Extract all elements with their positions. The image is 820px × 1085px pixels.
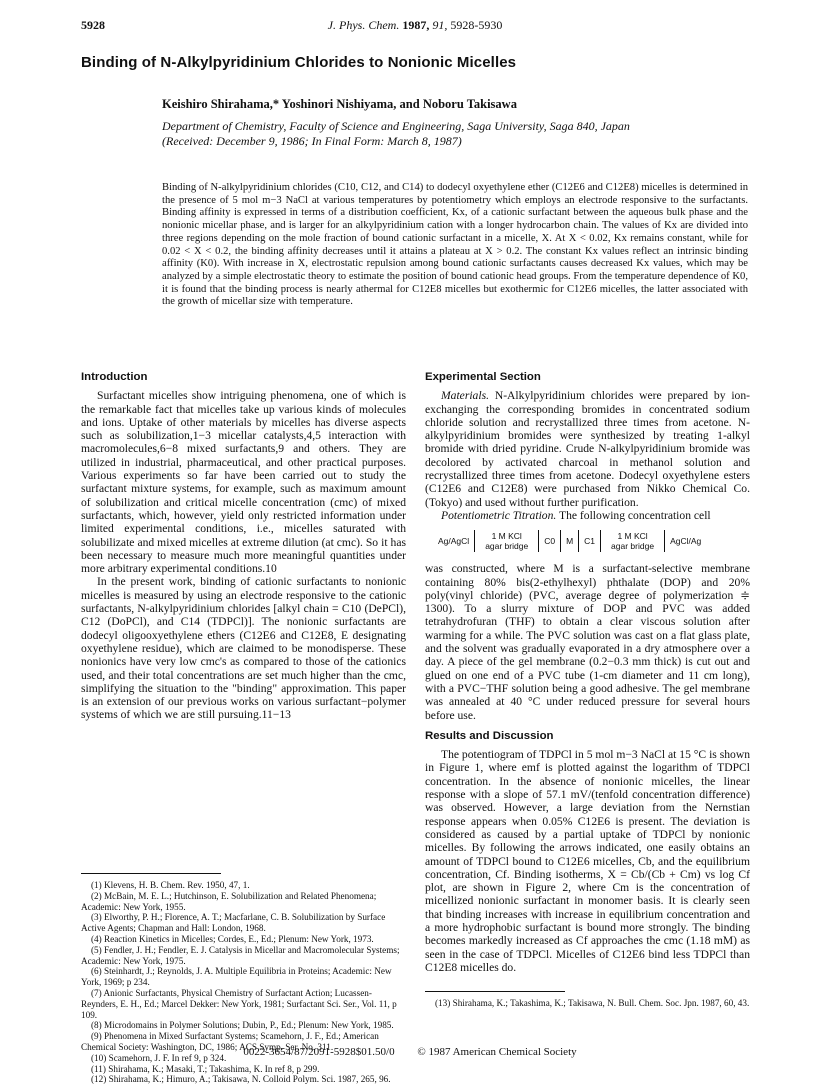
copyright: © 1987 American Chemical Society	[417, 1046, 577, 1058]
abstract: Binding of N-alkylpyridinium chlorides (C10, C12, and C14) to dodecyl oxyethylene ether (C12E6 and C12E8) micelles is determined in the presence of 5 mol m−3 NaCl at various temperatures by potentiometry which employs an electrode responsive to the surfactants. Binding affinity is expressed in terms of a distribution coefficient, Kx, of a cationic surfactant between the aqueous bulk phase and the nonionic micellar phase, and is larger for an alkylpyridinium cation with a longer hydrocarbon chain. The values of Kx are divided into three regions depending on the mole fraction of bound cationic surfactant in a micelle, X. At X < 0.02, Kx remains constant, while for 0.02 < X < 0.2, the binding affinity decreases until it attains a plateau at X > 0.2. The constant Kx values reflect an intrinsic binding affinity (K0). With increase in X, electrostatic repulsion among bound cationic surfactants causes decreased Kx values, which may be analyzed by a simple electrostatic theory to estimate the position of bound cationic head groups. From the temperature dependence of K0, it is found that the binding process is nearly athermal for C12E8 micelles but exothermic for C12E6 micelles, the latter associated with the growth of micellar size with temperature.	[162, 182, 748, 308]
cell-kcl-a: 1 M KCl	[491, 531, 522, 542]
intro-heading: Introduction	[81, 371, 148, 383]
footnote-list	[425, 998, 750, 1009]
footnote: (3) Elworthy, P. H.; Florence, A. T.; Macfarlane, C. B. Solubilization by Surface Active Agents; Chapman and Hall: London, 1968.	[81, 912, 386, 934]
materials-text: N-Alkylpyridinium chlorides were prepared by ion-exchanging the corresponding bromides in concentrated sodium chloride solution and recrystallized three times from acetone. N-alkylpyridinium bromides were synthesized by treating 1-alkyl bromide with dried pyridine. Crude N-alkylpyridinium bromide was decolored by activated charcoal in methanol solution and recrystallized three times from acetone. Dodecyl oxyethylene esters (C12E6 and C12E8) were purchased from Nikko Chemical Co. (Tokyo) and used without further purification.	[425, 389, 750, 509]
footnote: (5) Fendler, J. H.; Fendler, E. J. Catalysis in Micellar and Macromolecular Systems; Academic: New York, 1975.	[81, 944, 400, 966]
footnote: (4) Reaction Kinetics in Micelles; Cordes, E., Ed.; Plenum: New York, 1973.	[91, 933, 374, 944]
author-list: Keishiro Shirahama,* Yoshinori Nishiyama, and Noboru Takisawa	[162, 97, 517, 111]
page-header	[81, 18, 749, 36]
footnote: (12) Shirahama, K.; Himuro, A.; Takisawa, N. Colloid Polym. Sci. 1987, 265, 96.	[91, 1074, 391, 1085]
article-code: 0022-3654/87/2091-5928$01.50/0	[243, 1046, 395, 1058]
materials-paragraph	[425, 389, 750, 509]
cell-agar-b: agar bridge	[611, 541, 655, 552]
cell-bridge-b	[601, 531, 664, 551]
journal-citation	[81, 18, 749, 33]
footnote: (7) Anionic Surfactants, Physical Chemistry of Surfactant Action; Lucassen-Reynders, E. H., Ed.; Marcel Dekker: New York, 1981; Surfactant Sci. Ser., Vol. 11, p 109.	[81, 987, 397, 1020]
page-number: 5928	[81, 18, 105, 32]
titration-label: Potentiometric Titration.	[441, 508, 557, 522]
journal-year: 1987,	[402, 18, 430, 32]
cell-left-electrode: Ag/AgCl	[438, 535, 470, 546]
footnote: (13) Shirahama, K.; Takashima, K.; Takisawa, N. Bull. Chem. Soc. Jpn. 1987, 60, 43.	[435, 998, 750, 1008]
journal-pages: 5928-5930	[450, 18, 503, 32]
cell-agar-a: agar bridge	[485, 541, 529, 552]
footnote: (1) Klevens, H. B. Chem. Rev. 1950, 47, 1.	[91, 880, 250, 890]
journal-name: J. Phys. Chem.	[327, 18, 400, 32]
cell-membrane: M	[566, 535, 574, 546]
article-title: Binding of N-Alkylpyridinium Chlorides to Nonionic Micelles	[81, 54, 517, 71]
cell-c1: C1	[584, 535, 596, 546]
cell-bridge-a	[475, 531, 538, 551]
footnote: (11) Shirahama, K.; Masaki, T.; Takashima, K. In ref 8, p 299.	[91, 1063, 320, 1074]
right-column	[425, 371, 750, 974]
footnote: (6) Steinhardt, J.; Reynolds, J. A. Multiple Equilibria in Proteins; Academic: New York, 1969; p 234.	[81, 966, 392, 988]
intro-paragraph: In the present work, binding of cationic surfactants to nonionic micelles is measured by using an electrode responsive to the cationic surfactants, N-alkylpyridinium chlorides [alkyl chain = C10 (DePCl), C12 (DoPCl), and C14 (TDPCl)]. The nonionic surfactants are dodecyl oligooxyethylene ethers (C12E6 and C12E8, E designating oxyethylene residue), which are claimed to be monodisperse. These nonionics have very low cmc's as compared to those of the cationics used, and their total concentrations are set much higher than the cmc, simplifying the situation to the "binding" approximation. This paper is an extension of our previous works on various surfactant−polymer systems of which we are still pursuing.11−13	[81, 575, 406, 722]
footnote: (8) Microdomains in Polymer Solutions; Dubin, P., Ed.; Plenum: New York, 1985.	[91, 1020, 394, 1031]
footnote-rule	[425, 991, 565, 992]
footnotes-right	[425, 991, 750, 1009]
footnote: (9) Phenomena in Mixed Surfactant Systems; Scamehorn, J. F., Ed.; American Chemical Society: Washington, DC, 1986; ACS Symp. Ser. No. 311.	[81, 1031, 379, 1052]
affiliation-line: Department of Chemistry, Faculty of Science and Engineering, Saga University, Saga 840, Japan	[162, 119, 630, 133]
results-heading: Results and Discussion	[425, 729, 554, 742]
concentration-cell-diagram	[433, 528, 750, 554]
experimental-paragraph: was constructed, where M is a surfactant-selective membrane containing 80% bis(2-ethylhexyl) phthalate (DOP) and 20% poly(vinyl chloride) (PVC, average degree of polymerization ≑ 1300). To a slurry mixture of DOP and PVC was added tetrahydrofuran (THF) to obtain a clear viscous solution after warming for a while. The PVC solution was cast on a flat glass plate, and the solvent was gradually evaporated in a dry atmosphere over a day. A piece of the gel membrane (0.2−0.3 mm thick) is cut out and glued on one end of a PVC tube (1-cm diameter and 11 cm long), with a PVC−THF solution being a good adhesive. The gel membrane was annealed at 40 °C under reduced pressure for several hours before use.	[425, 562, 750, 722]
cell-right-electrode: AgCl/Ag	[670, 535, 702, 546]
affiliation	[162, 119, 760, 149]
journal-volume: 91,	[432, 18, 448, 32]
page-footer	[0, 1046, 820, 1058]
received-dates: (Received: December 9, 1986; In Final Form: March 8, 1987)	[162, 134, 462, 148]
experimental-heading: Experimental Section	[425, 371, 541, 383]
footnote: (10) Scamehorn, J. F. In ref 9, p 324.	[91, 1052, 227, 1063]
cell-c0: C0	[544, 535, 556, 546]
materials-label: Materials.	[441, 389, 489, 403]
footnote-rule	[81, 873, 221, 874]
titration-paragraph	[425, 509, 750, 522]
results-paragraph: The potentiogram of TDPCl in 5 mol m−3 NaCl at 15 °C is shown in Figure 1, where emf is plotted against the logarithm of TDPCl concentration. In the absence of nonionic micelles, the linear response with a slope of 57.1 mV/(tenfold concentration difference) was observed. However, a large deviation from the Nernstian response appears when 0.05% C12E6 is present. The deviation is considered as caused by a partial uptake of TDPCl by nonionic micelles. By following the arrows indicated, one easily obtains an amount of TDPCl bound to C12E6 micelles, Cb, and the equilibrium concentration, Cf. Binding isotherms, X = Cb/(Cb + Cm) vs log Cf plot, are shown in Figure 2, where Cm is the concentration of micellized nonionic surfactant in monomer basis. It is clearly seen that binding increases with increase in equilibrium concentration and a more hydrophobic surfactant is bound more strongly. The binding becomes markedly increased as Cf approaches the cmc (1.18 mM) as seen in the case of TDPCl. Micelles of C12E6 bind less TDPCl than C12E8 micelles do.	[425, 748, 750, 974]
titration-text: The following concentration cell	[559, 508, 711, 522]
footnote: (2) McBain, M. E. L.; Hutchinson, E. Solubilization and Related Phenomena; Academic: New York, 1955.	[81, 890, 377, 912]
cell-kcl-b: 1 M KCl	[617, 531, 648, 542]
left-column	[81, 371, 406, 722]
intro-paragraph: Surfactant micelles show intriguing phenomena, one of which is the remarkable fact that micelles take up various kinds of molecules and ions. Uptake of other materials by micelles has diverse aspects such as solubilization,1−3 micellar catalysts,4,5 interaction with macromolecules,6−8 mixed surfactants,9 and others. They are utilized in industrial, pharmaceutical, and other practical purposes. Various experiments so far have been carried out to study the surfactant mixture systems, for example, such as maximum amount of solubilization and critical micelle concentration (cmc) of mixed surfactants, which, however, yield only restricted information under limited experimental conditions, i.e., micelles saturated with solubilizate and mixed micelles at extreme dilution (at cmc). So it has been necessary to measure much more meaningful quantities under more arbitrary experimental conditions.10	[81, 389, 406, 576]
